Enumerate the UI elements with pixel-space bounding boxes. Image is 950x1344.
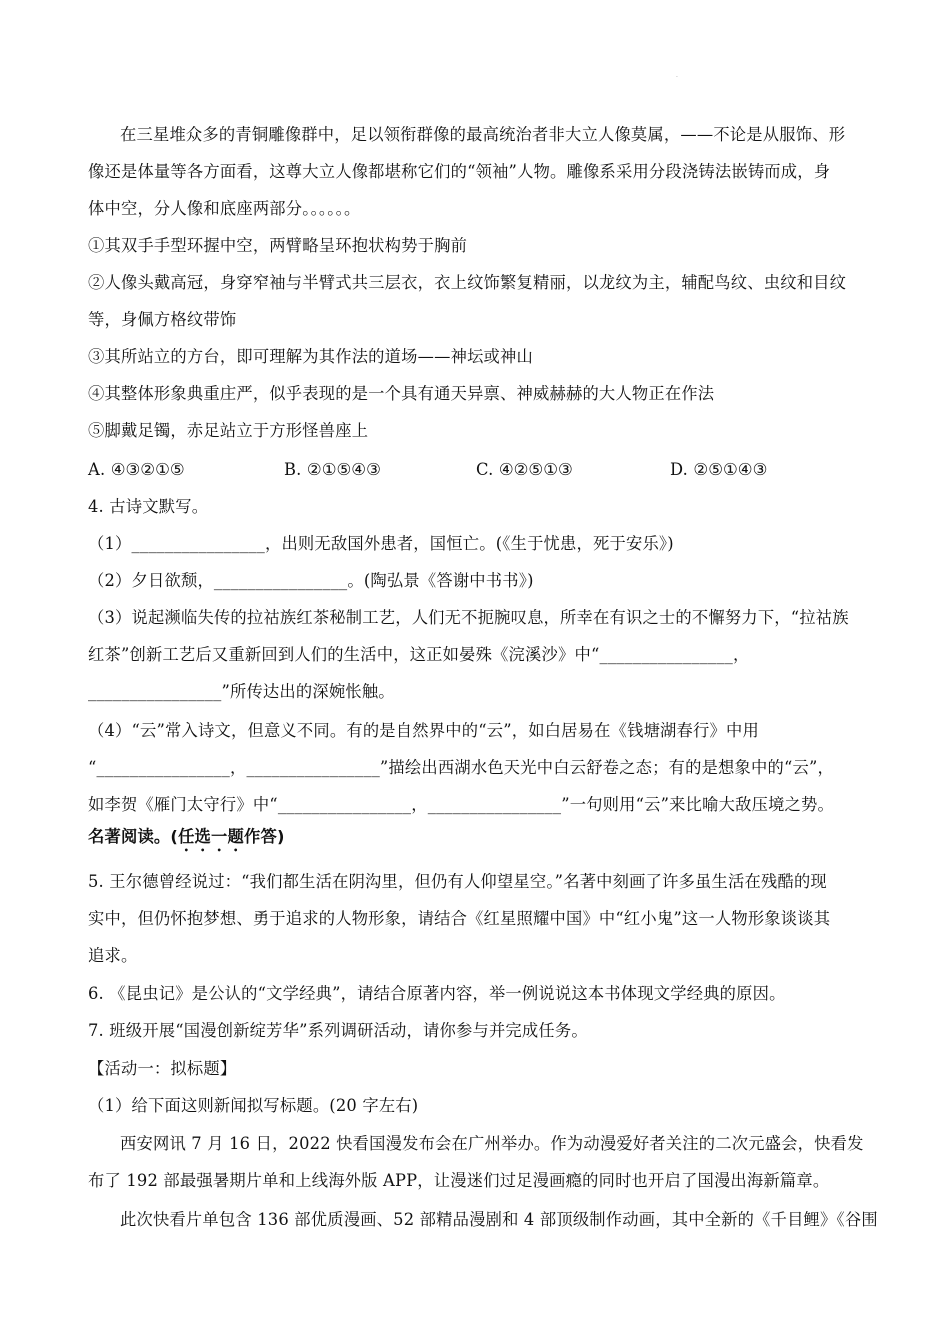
q5-line-1: 5. 王尔德曾经说过：“我们都生活在阴沟里，但仍有人仰望星空。”名著中刻画了许多虽生活在残酷的现 bbox=[88, 872, 827, 891]
q6: 6. 《昆虫记》是公认的“文学经典”，请结合原著内容，举一例说说这本书体现文学经典的原因。 bbox=[88, 984, 786, 1003]
news-line-1: 西安网讯 7 月 16 日，2022 快看国漫发布会在广州举办。作为动漫爱好者关注的二次元盛会，快看发 bbox=[120, 1134, 864, 1153]
intro-line-1: 在三星堆众多的青铜雕像群中，足以领衔群像的最高统治者非大立人像莫属，——不论是从服饰、形 bbox=[120, 125, 846, 144]
activity-1-heading: 【活动一：拟标题】 bbox=[88, 1059, 237, 1078]
intro-line-3: 体中空，分人像和底座两部分。。。。。。 bbox=[88, 199, 361, 218]
activity-1-question-1: （1）给下面这则新闻拟写标题。(20 字左右) bbox=[88, 1096, 419, 1115]
q4-line-8: 如李贺《雁门太守行》中“________________，________________”一句则用“云”来比喻大敌压境之势。 bbox=[88, 795, 834, 814]
famous-reading-heading bbox=[88, 826, 870, 855]
q4-line-7: “________________，________________”描绘出西湖水色天光中白云舒卷之态；有的是想象中的“云”， bbox=[88, 758, 834, 777]
q5-line-2: 实中，但仍怀抱梦想、勇于追求的人物形象，请结合《红星照耀中国》中“红小鬼”这一人物形象谈谈其 bbox=[88, 909, 831, 928]
famous-reading-emphasis: 任选一题 bbox=[178, 827, 244, 846]
sentence-2-cont: 等，身佩方格纹带饰 bbox=[88, 310, 237, 329]
page-mark: . bbox=[676, 72, 678, 79]
option-a[interactable]: A. ④③②①⑤ bbox=[88, 460, 185, 479]
q5-line-3: 追求。 bbox=[88, 946, 138, 965]
q4-line-4: 红茶”创新工艺后又重新回到人们的生活中，这正如晏殊《浣溪沙》中“________________， bbox=[88, 645, 750, 664]
q4-line-2: （2）夕日欲颓，________________。(陶弘景《答谢中书书》) bbox=[88, 571, 534, 590]
option-b[interactable]: B. ②①⑤④③ bbox=[284, 460, 381, 479]
q4-line-3: （3）说起濒临失传的拉祜族红茶秘制工艺，人们无不扼腕叹息，所幸在有识之士的不懈努力下，“拉祜族 bbox=[88, 608, 849, 627]
options-row bbox=[88, 459, 870, 481]
sentence-2: ②人像头戴高冠，身穿窄袖与半臂式共三层衣，衣上纹饰繁复精丽，以龙纹为主，辅配鸟纹、虫纹和目纹 bbox=[88, 273, 847, 292]
news-line-3: 此次快看片单包含 136 部优质漫画、52 部精品漫剧和 4 部顶级制作动画，其中全新的《千目鲤》《谷围 bbox=[120, 1210, 878, 1229]
sentence-1: ①其双手手型环握中空，两臂略呈环抱状构势于胸前 bbox=[88, 236, 468, 255]
q4-line-6: （4）“云”常入诗文，但意义不同。有的是自然界中的“云”，如白居易在《钱塘湖春行》中用 bbox=[88, 721, 759, 740]
famous-reading-suffix: 作答) bbox=[244, 827, 285, 846]
q4-title: 4. 古诗文默写。 bbox=[88, 497, 209, 516]
intro-line-2: 像还是体量等各方面看，这尊大立人像都堪称它们的“领袖”人物。雕像系采用分段浇铸法嵌铸而成，身 bbox=[88, 162, 831, 181]
option-c[interactable]: C. ④②⑤①③ bbox=[476, 460, 573, 479]
sentence-3: ③其所站立的方台，即可理解为其作法的道场——神坛或神山 bbox=[88, 347, 533, 366]
news-line-2: 布了 192 部最强暑期片单和上线海外版 APP，让漫迷们过足漫画瘾的同时也开启了国漫出海新篇章。 bbox=[88, 1171, 830, 1190]
q7: 7. 班级开展“国漫创新绽芳华”系列调研活动，请你参与并完成任务。 bbox=[88, 1021, 588, 1040]
sentence-5: ⑤脚戴足镯，赤足站立于方形怪兽座上 bbox=[88, 421, 369, 440]
q4-line-1: （1）________________，出则无敌国外患者，国恒亡。(《生于忧患，死于安乐》) bbox=[88, 534, 674, 553]
q4-line-5: ________________”所传达出的深婉怅触。 bbox=[88, 682, 395, 701]
option-d[interactable]: D. ②⑤①④③ bbox=[670, 460, 768, 479]
famous-reading-prefix: 名著阅读。( bbox=[88, 827, 179, 846]
sentence-4: ④其整体形象典重庄严，似乎表现的是一个具有通天异禀、神威赫赫的大人物正在作法 bbox=[88, 384, 715, 403]
